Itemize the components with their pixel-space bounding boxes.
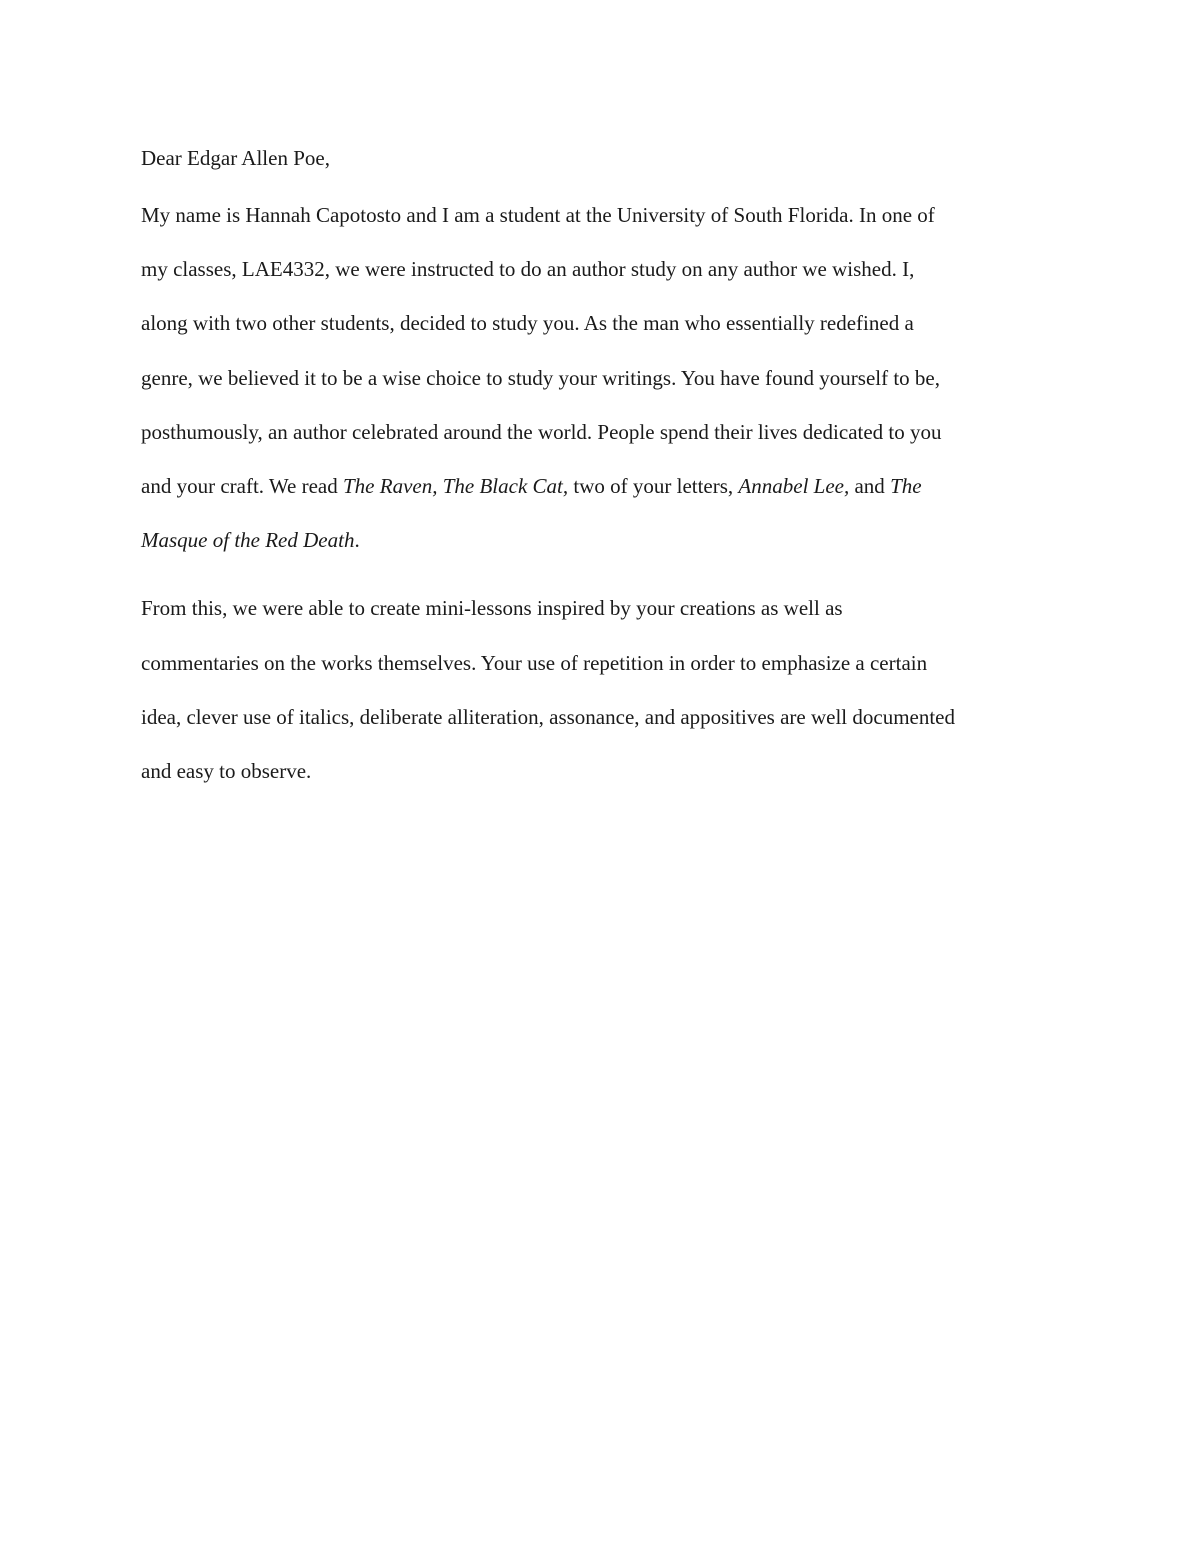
paragraph-1-line-6 [141,459,1061,513]
paragraph-2-line-2: commentaries on the works themselves. Your use of repetition in order to emphasize a certain [141,650,928,675]
paragraph-2-line-3: idea, clever use of italics, deliberate alliteration, assonance, and appositives are well documented [141,704,956,729]
paragraph-1-line-2: my classes, LAE4332, we were instructed to do an author study on any author we wished. I, [141,257,915,282]
paragraph-2-line-4: and easy to observe. [141,759,312,784]
line-6-text-b: two of your letters, [568,474,739,499]
paragraph-1-line-4: genre, we believed it to be a wise choice to study your writings. You have found yourself to be, [141,365,940,390]
paragraph-2 [141,581,1061,798]
paragraph-1-line-3: along with two other students, decided to study you. As the man who essentially redefined a [141,311,914,336]
line-6-text-a: and your craft. We read [141,474,343,499]
title-masque-start: The [890,474,922,499]
paragraph-1-line-5: posthumously, an author celebrated around the world. People spend their lives dedicated to you [141,419,942,444]
paragraph-1-line-7 [141,513,1061,567]
line-7-period: . [354,528,360,553]
paragraph-1-line-1: My name is Hannah Capotosto and I am a student at the University of South Florida. In one of [141,203,935,227]
salutation: Dear Edgar Allen Poe, [141,146,330,170]
title-the-raven-black-cat: The Raven, The Black Cat, [343,474,569,499]
letter-body [141,138,1061,798]
title-annabel-lee: Annabel Lee, [738,474,850,499]
paragraph-1 [141,188,1061,567]
paragraph-2-line-1: From this, we were able to create mini-lessons inspired by your creations as well as [141,596,843,621]
title-masque-of-the-red-death: Masque of the Red Death [141,528,355,553]
line-6-text-c: and [849,474,891,499]
